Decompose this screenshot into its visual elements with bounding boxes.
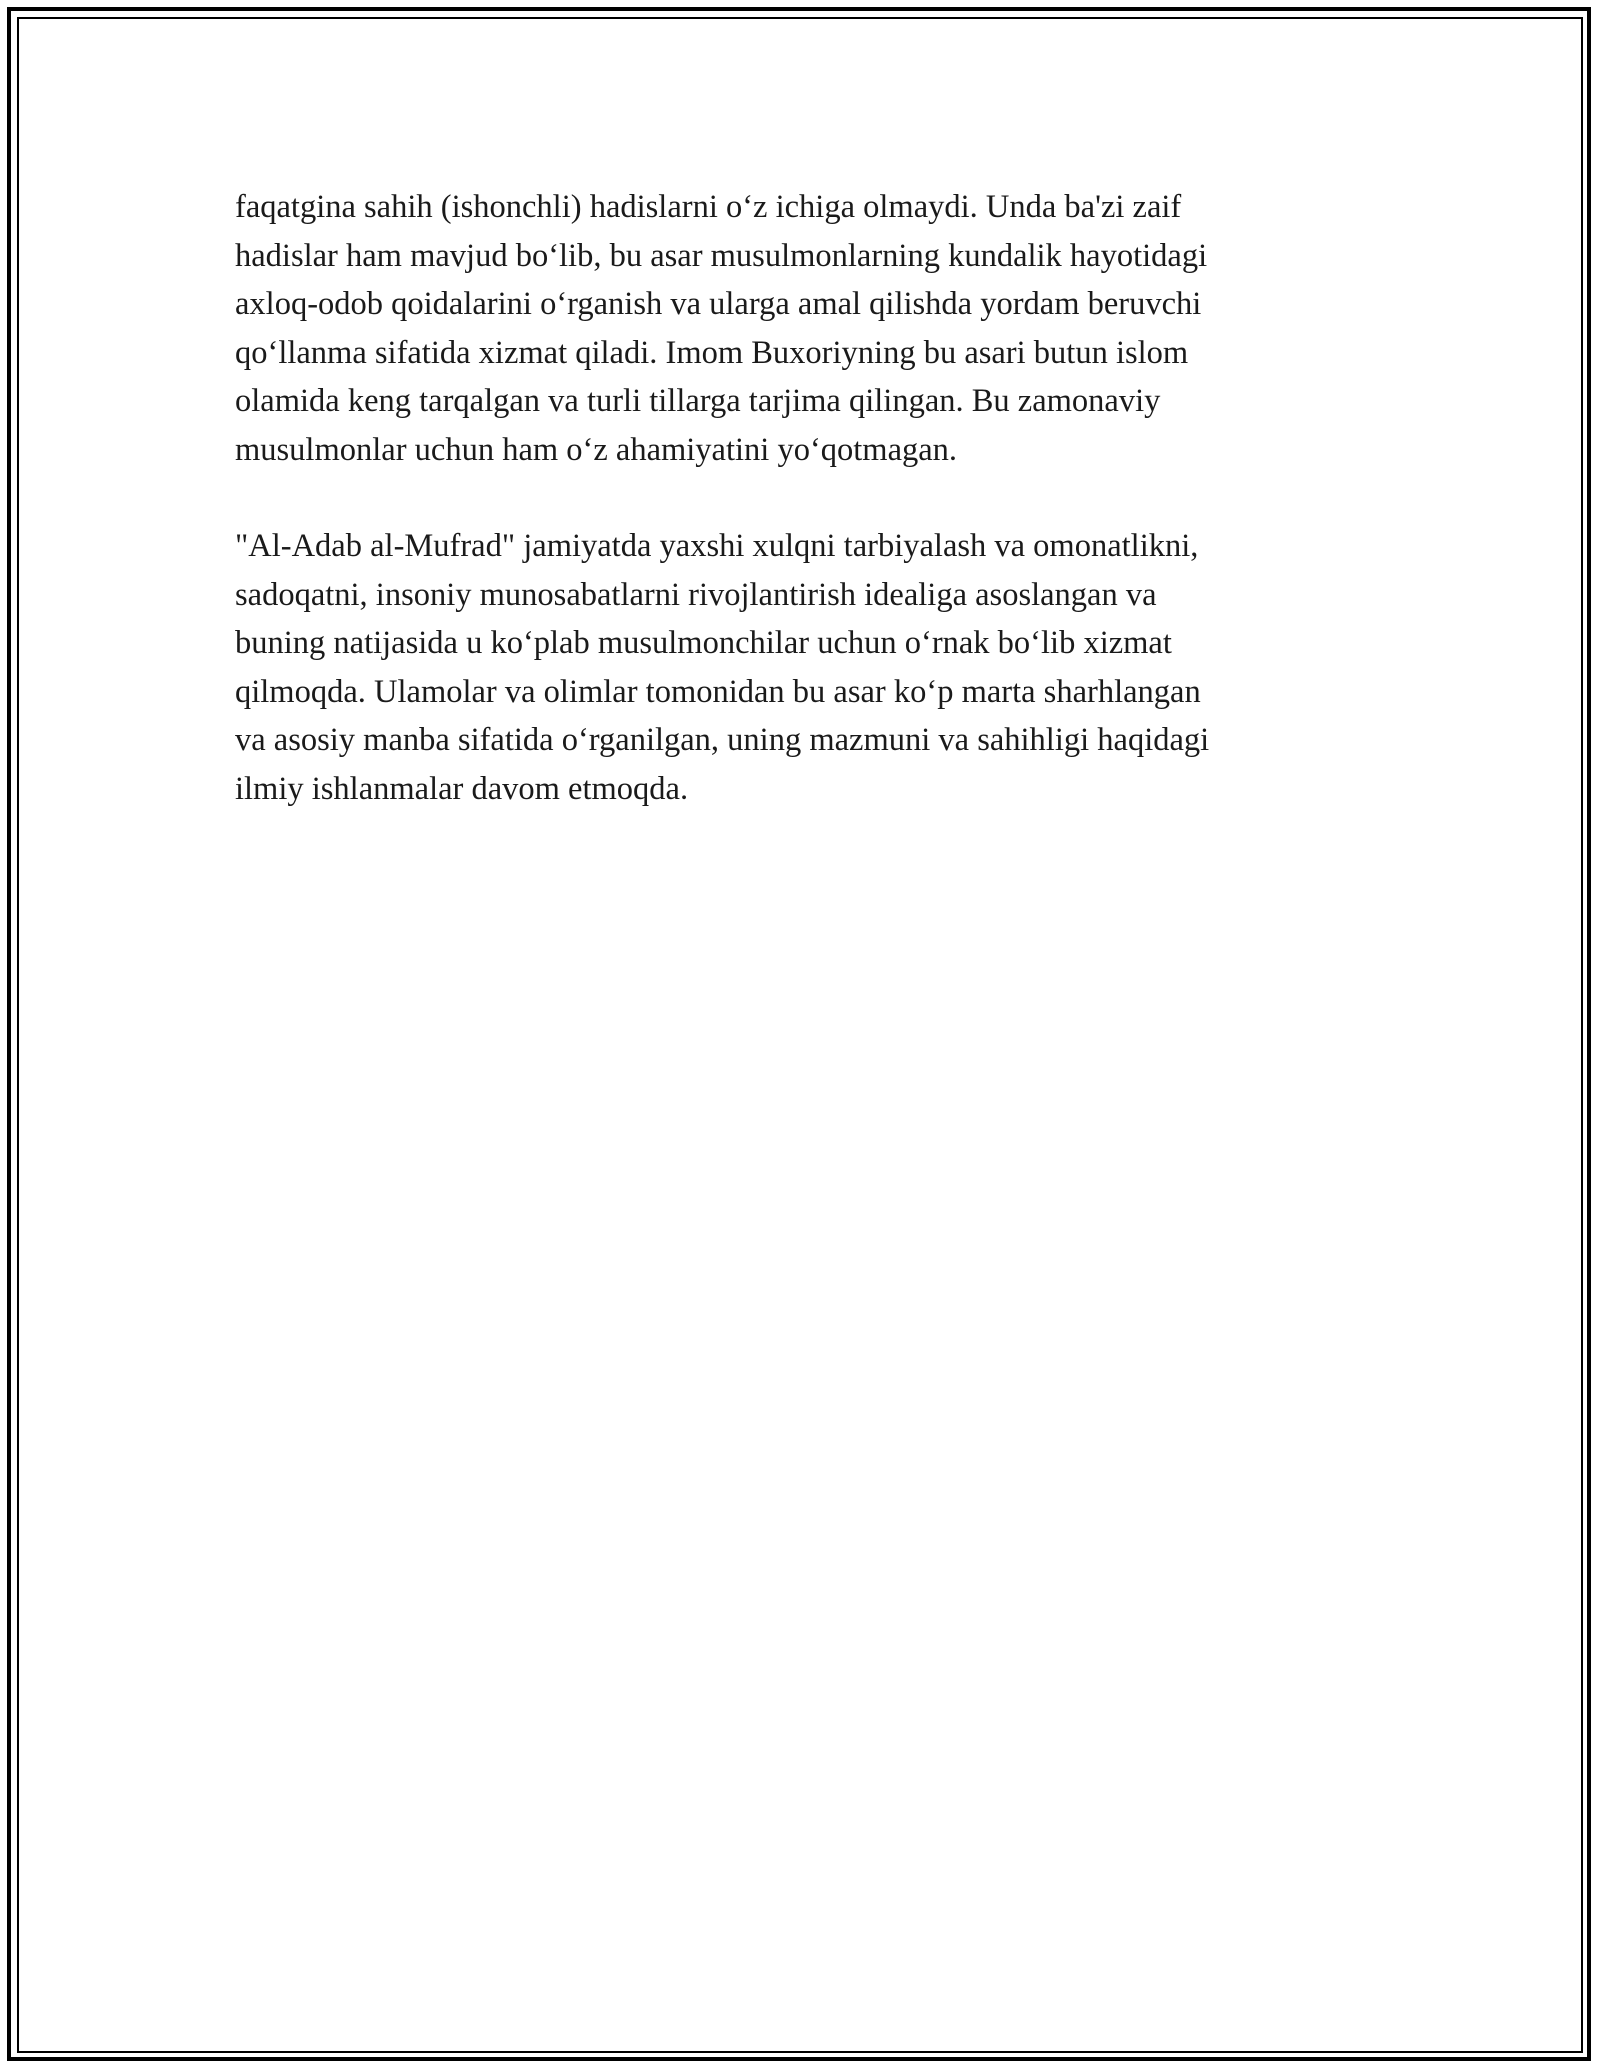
paragraph-line: faqatgina sahih (ishonchli) hadislarni o‘z ichiga olmaydi. Unda ba'zi zaif: [235, 189, 1182, 225]
paragraph-line: hadislar ham mavjud bo‘lib, bu asar musulmonlarning kundalik hayotidagi: [235, 237, 1208, 274]
paragraph-line: axloq-odob qoidalarini o‘rganish va ularga amal qilishda yordam beruvchi: [235, 286, 1202, 322]
paragraph-2: [235, 522, 1370, 813]
paragraph-line: qilmoqda. Ulamolar va olimlar tomonidan bu asar ko‘p marta sharhlangan: [235, 673, 1201, 710]
paragraph-line: "Al-Adab al-Mufrad" jamiyatda yaxshi xulqni tarbiyalash va omonatlikni,: [235, 528, 1199, 564]
paragraph-1: [235, 183, 1370, 474]
paragraph-line: musulmonlar uchun ham o‘z ahamiyatini yo‘qotmagan.: [235, 431, 958, 468]
document-body: [235, 183, 1370, 861]
paragraph-line: sadoqatni, insoniy munosabatlarni rivojlantirish idealiga asoslangan va: [235, 576, 1157, 613]
paragraph-line: olamida keng tarqalgan va turli tillarga tarjima qilingan. Bu zamonaviy: [235, 383, 1161, 419]
paragraph-line: ilmiy ishlanmalar davom etmoqda.: [235, 770, 689, 807]
paragraph-line: qo‘llanma sifatida xizmat qiladi. Imom Buxoriyning bu asari butun islom: [235, 334, 1189, 371]
paragraph-line: va asosiy manba sifatida o‘rganilgan, uning mazmuni va sahihligi haqidagi: [235, 722, 1210, 758]
paragraph-line: buning natijasida u ko‘plab musulmonchilar uchun o‘rnak bo‘lib xizmat: [235, 625, 1172, 661]
